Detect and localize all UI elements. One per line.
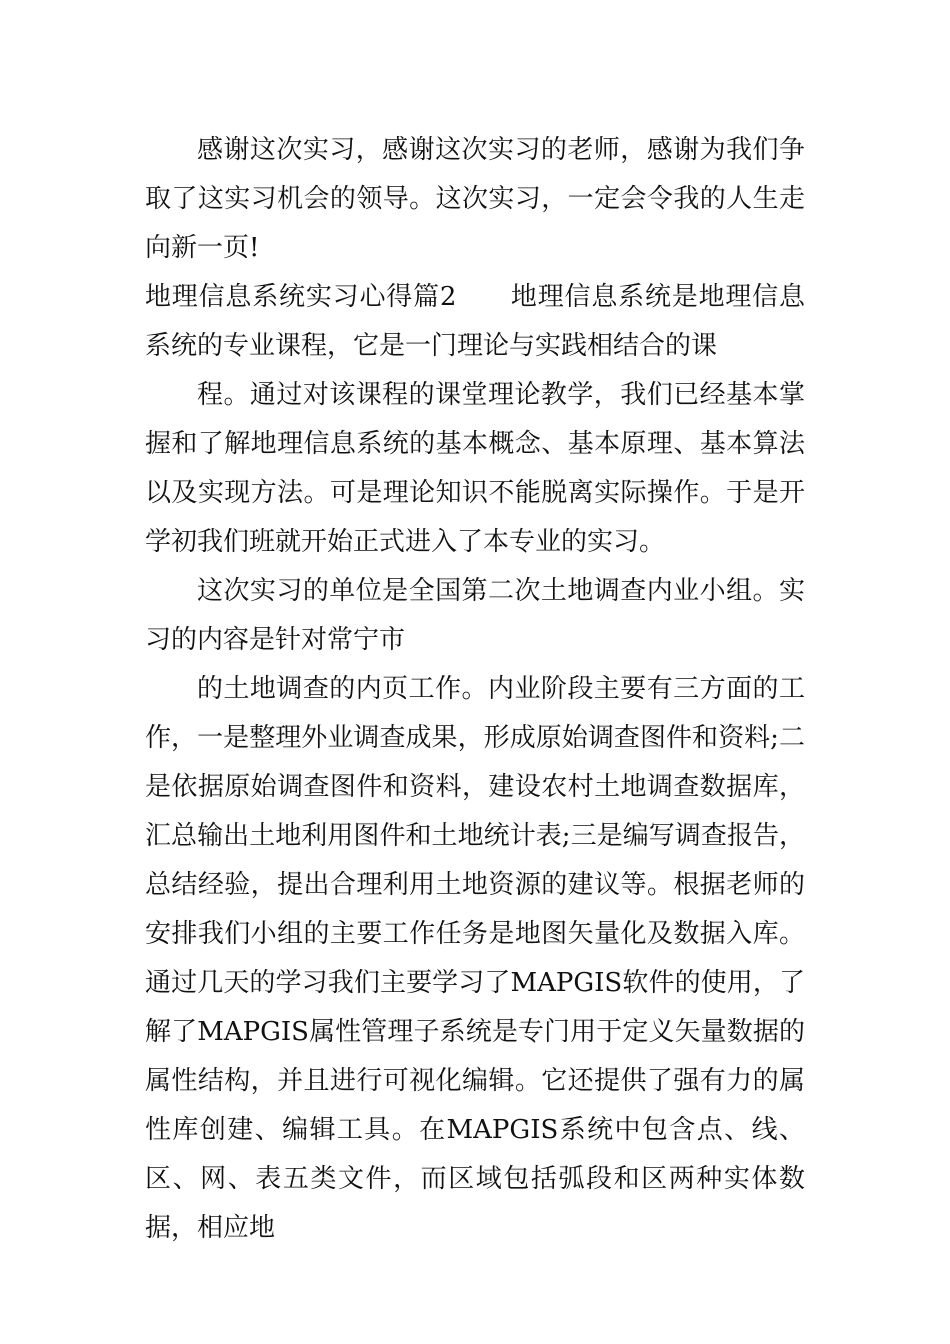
- document-body: [145, 126, 805, 1253]
- paragraph-2-heading: 地理信息系统实习心得篇2 地理信息系统是地理信息系统的专业课程，它是一门理论与实践相结合的课: [145, 282, 805, 361]
- paragraph-5: 的土地调查的内页工作。内业阶段主要有三方面的工作，一是整理外业调查成果，形成原始调查图件和资料;二是依据原始调查图件和资料，建设农村土地调查数据库，汇总输出土地利用图件和土地统计表;三是编写调查报告，总结经验，提出合理利用土地资源的建议等。根据老师的安排我们小组的主要工作任务是地图矢量化及数据入库。通过几天的学习我们主要学习了MAPGIS软件的使用，了解了MAPGIS属性管理子系统是专门用于定义矢量数据的属性结构，并且进行可视化编辑。它还提供了强有力的属性库创建、编辑工具。在MAPGIS系统中包含点、线、区、网、表五类文件，而区域包括弧段和区两种实体数据，相应地: [145, 674, 805, 1243]
- paragraph-1: 感谢这次实习，感谢这次实习的老师，感谢为我们争取了这实习机会的领导。这次实习，一定会令我的人生走向新一页!: [145, 135, 805, 263]
- paragraph-3: 程。通过对该课程的课堂理论教学，我们已经基本掌握和了解地理信息系统的基本概念、基本原理、基本算法以及实现方法。可是理论知识不能脱离实际操作。于是开学初我们班就开始正式进入了本专业的实习。: [145, 380, 805, 557]
- paragraph-4: 这次实习的单位是全国第二次土地调查内业小组。实习的内容是针对常宁市: [145, 576, 805, 655]
